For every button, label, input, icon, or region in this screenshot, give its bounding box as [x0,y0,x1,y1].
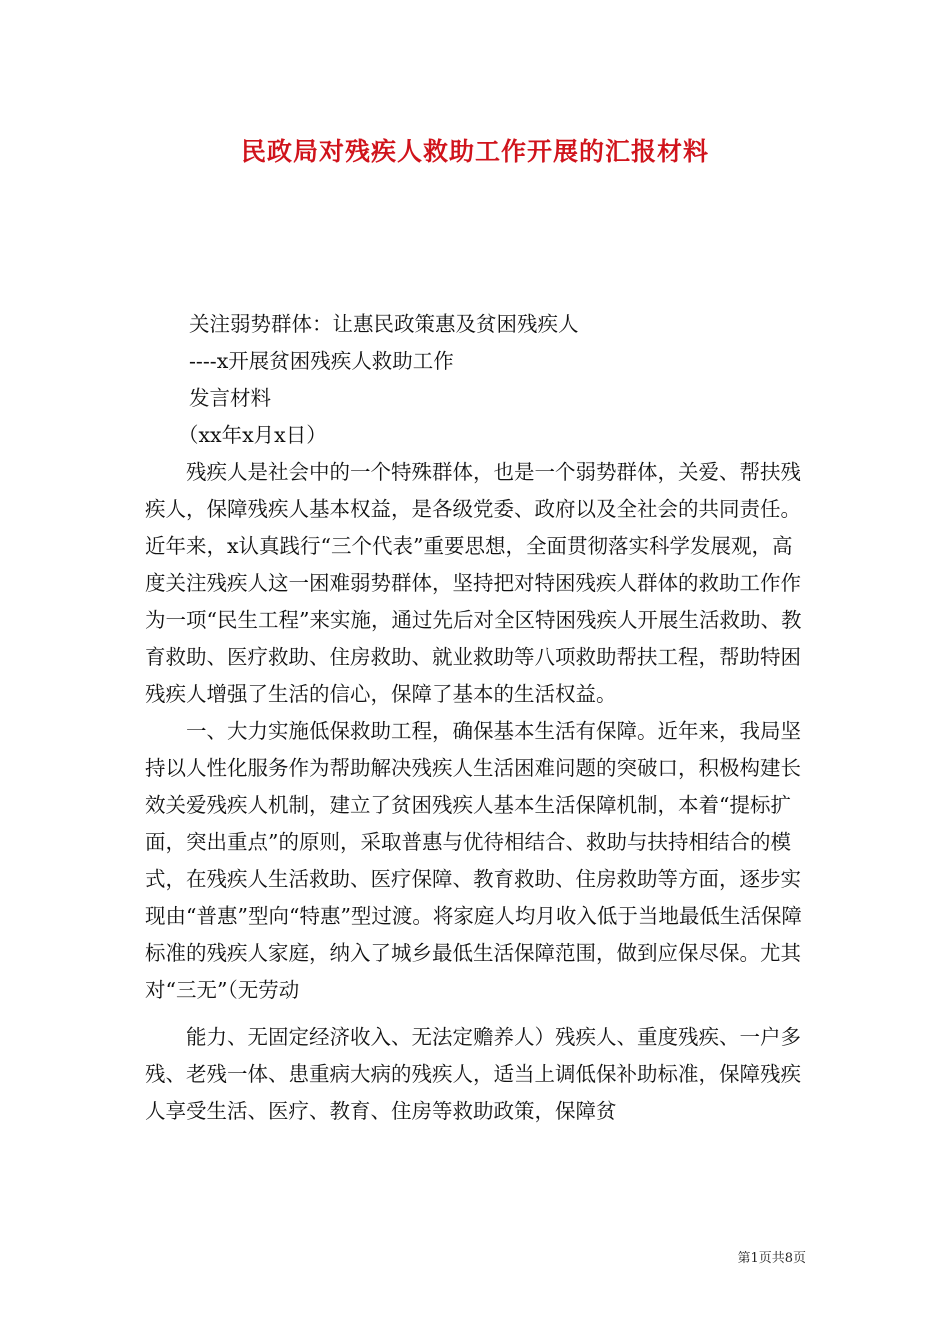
date-line: （xx年x月x日） [178,423,327,447]
body-paragraph: 残疾人是社会中的一个特殊群体，也是一个弱势群体，关爱、帮扶残疾人，保障残疾人基本权益，是各级党委、政府以及全社会的共同责任。近年来，x认真践行“三个代表”重要思想，全面贯彻落实科学发展观，高度关注残疾人这一困难弱势群体，坚持把对特困残疾人群体的救助工作作为一项“民生工程”来实施，通过先后对全区特困残疾人开展生活救助、教育救助、医疗救助、住房救助、就业救助等八项救助帮扶工程，帮助特困残疾人增强了生活的信心，保障了基本的生活权益。 [145,460,802,706]
body-paragraph: 一、大力实施低保救助工程，确保基本生活有保障。近年来，我局坚持以人性化服务作为帮助解决残疾人生活困难问题的突破口，积极构建长效关爱残疾人机制，建立了贫困残疾人基本生活保障机制，本着“提标扩面，突出重点”的原则，采取普惠与优待相结合、救助与扶持相结合的模式，在残疾人生活救助、医疗保障、教育救助、住房救助等方面，逐步实现由“普惠”型向“特惠”型过渡。将家庭人均月收入低于当地最低生活保障标准的残疾人家庭，纳入了城乡最低生活保障范围，做到应保尽保。尤其对“三无”（无劳动 [145,719,802,1002]
intro-line: 发言材料 [189,386,271,410]
page-number: 第1页共8页 [737,1251,806,1266]
body-paragraph: 能力、无固定经济收入、无法定赡养人）残疾人、重度残疾、一户多残、老残一体、患重病大病的残疾人，适当上调低保补助标准，保障残疾人享受生活、医疗、教育、住房等救助政策，保障贫 [145,1025,801,1123]
document-body [145,306,810,1130]
intro-line: 关注弱势群体：让惠民政策惠及贫困残疾人 [189,312,579,336]
document-title: 民政局对残疾人救助工作开展的汇报材料 [240,137,709,166]
intro-line: ----x开展贫困残疾人救助工作 [189,349,454,373]
